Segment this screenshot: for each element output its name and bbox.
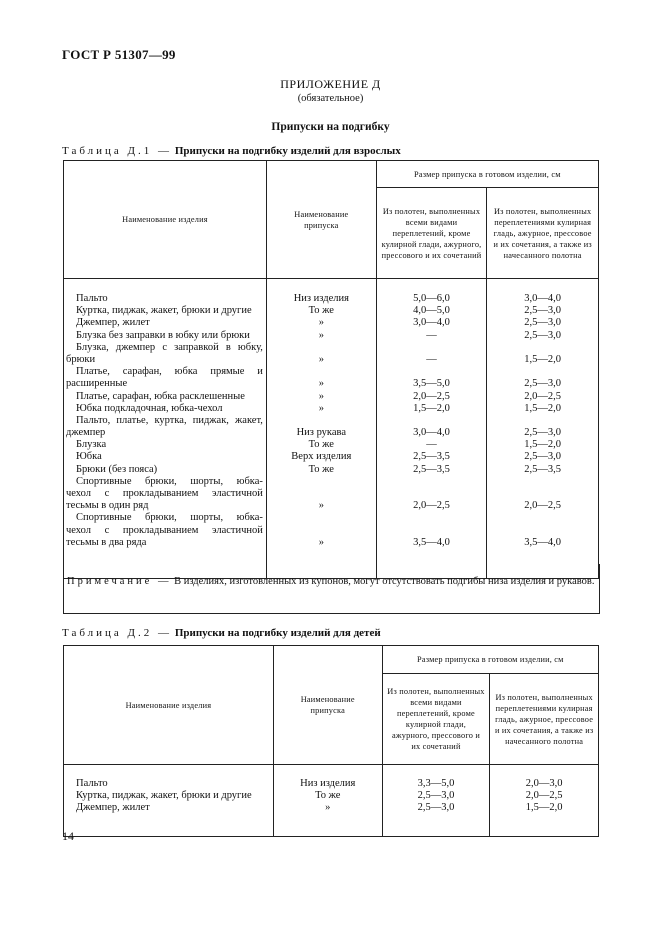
row-value-b: 1,5—2,0 (524, 439, 562, 451)
row-allowance: То же (308, 305, 334, 317)
row-value-b: 2,0—3,0 (525, 778, 563, 789)
row-item-name: Платье, сарафан, юбка прямые и (76, 366, 263, 378)
row-value-b: 2,5—3,0 (524, 305, 562, 317)
table2-header-allowance: Наименование припуска (273, 646, 382, 765)
row-allowance: » (318, 378, 324, 390)
table1-col-a (376, 279, 487, 579)
row-value-b: 1,5—2,0 (525, 802, 563, 814)
row-value-b: 2,5—3,0 (524, 451, 562, 463)
row-allowance: » (318, 536, 324, 548)
table1-note-box (63, 564, 600, 614)
document-code: ГОСТ Р 51307—99 (62, 47, 176, 62)
row-item-name: Блузка (76, 439, 107, 451)
row-value-a: 2,0—2,5 (413, 500, 450, 512)
row-value-b: 3,5—4,0 (524, 536, 562, 548)
row-item-name: Юбка подкладочная, юбка-чехол (76, 402, 223, 414)
row-allowance: То же (308, 439, 334, 451)
row-allowance: То же (308, 463, 334, 475)
table2-header-size-group: Размер припуска в готовом изделии, см (382, 646, 598, 674)
row-item-name: Блузка, джемпер с заправкой в юбку, (76, 341, 263, 353)
row-item-name: Куртка, пиджак, жакет, брюки и другие (76, 790, 252, 802)
page-number: 14 (62, 829, 74, 843)
table2-col-item (64, 765, 274, 837)
table1-header-size-group: Размер припуска в готовом изделии, см (376, 161, 598, 188)
row-item-name: брюки (66, 353, 96, 365)
row-item-name: Джемпер, жилет (76, 317, 150, 329)
table1-col-item (64, 279, 267, 579)
table2-caption-title: Припуски на подгибку изделий для детей (174, 627, 381, 639)
row-value-a: 5,0—6,0 (413, 293, 450, 304)
row-value-b: 1,5—2,0 (524, 353, 562, 365)
row-allowance: Низ изделия (300, 778, 356, 789)
row-item-name: Джемпер, жилет (76, 802, 150, 814)
table2-header-col-b: Из полотен, выполненных переплетениями кулирная гладь, ажурное, прессовое и их сочетания, а также из начесанного полотна (490, 674, 599, 765)
row-value-a: — (426, 353, 437, 365)
row-allowance: » (325, 802, 331, 814)
row-value-b: 2,5—3,0 (524, 427, 562, 439)
row-allowance: » (318, 329, 324, 341)
row-value-a: 3,0—4,0 (413, 427, 450, 439)
row-item-name: джемпер (66, 427, 106, 439)
row-allowance: То же (315, 790, 341, 802)
row-value-a: 4,0—5,0 (413, 305, 450, 317)
row-value-a: 3,3—5,0 (417, 778, 455, 789)
row-value-a: 2,5—3,0 (417, 802, 455, 814)
section-title: Припуски на подгибку (271, 121, 390, 133)
row-item-name: Брюки (без пояса) (76, 463, 158, 475)
table2 (63, 645, 599, 837)
row-item-name: Юбка (76, 451, 102, 463)
row-allowance: » (318, 390, 324, 402)
table2-caption-prefix: Таблица Д.2 — (62, 627, 173, 639)
row-value-a: — (426, 329, 437, 341)
row-value-b: 2,5—3,0 (524, 329, 562, 341)
note-text: В изделиях, изготовленных из купонов, могут отсутствовать подгибы низа изделия и рукавов. (174, 576, 595, 587)
row-item-name: Спортивные брюки, шорты, юбка- (76, 475, 263, 487)
row-value-b: 2,0—2,5 (524, 500, 562, 512)
row-value-a: 3,5—5,0 (413, 378, 450, 390)
table2-col-a (382, 765, 490, 837)
table1 (63, 160, 599, 579)
row-value-a: — (426, 439, 437, 451)
table2-header-item: Наименование изделия (64, 646, 274, 765)
appendix-title: ПРИЛОЖЕНИЕ Д (280, 77, 381, 91)
row-allowance: Низ рукава (296, 427, 347, 439)
row-item-name: Спортивные брюки, шорты, юбка- (76, 512, 263, 524)
row-item-name: чехол с прокладыванием эластичной (66, 524, 263, 536)
row-item-name: Пальто (76, 778, 108, 789)
table1-caption-prefix: Таблица Д.1 — (62, 145, 173, 157)
row-allowance: » (318, 317, 324, 329)
row-allowance: Низ изделия (293, 293, 349, 304)
row-value-a: 2,5—3,5 (413, 451, 450, 463)
row-item-name: Куртка, пиджак, жакет, брюки и другие (76, 305, 252, 317)
row-value-b: 1,5—2,0 (524, 402, 562, 414)
row-item-name: тесьмы в один ряд (66, 500, 149, 512)
row-value-a: 2,0—2,5 (413, 390, 450, 402)
row-item-name: чехол с прокладыванием эластичной (66, 488, 263, 499)
table1-header-item: Наименование изделия (64, 161, 267, 279)
row-allowance: » (318, 500, 324, 512)
table1-header-allowance: Наименование припуска (266, 161, 376, 279)
table2-col-b (490, 765, 599, 837)
row-value-a: 3,5—4,0 (413, 536, 450, 548)
row-value-b: 2,0—2,5 (525, 790, 563, 802)
row-value-a: 1,5—2,0 (413, 402, 450, 414)
row-value-a: 2,5—3,0 (417, 790, 455, 802)
table1-caption-title: Припуски на подгибку изделий для взрослых (174, 145, 401, 157)
table2-col-allowance (273, 765, 382, 837)
row-item-name: расширенные (66, 378, 128, 390)
table1-col-allowance (266, 279, 376, 579)
row-allowance: Верх изделия (291, 451, 352, 463)
row-allowance: » (318, 353, 324, 365)
row-item-name: Пальто (76, 293, 108, 304)
note-prefix: Примечание — (67, 576, 172, 587)
table1-caption (62, 145, 401, 157)
row-value-b: 2,5—3,0 (524, 317, 562, 329)
table1-header-col-b: Из полотен, выполненных переплетениями кулирная гладь, ажурное, прессовое и их сочетания, а также из начесанного полотна (487, 188, 599, 279)
row-value-a: 2,5—3,5 (413, 463, 450, 475)
row-item-name: тесьмы в два ряда (66, 536, 147, 548)
row-value-b: 2,0—2,5 (524, 390, 562, 402)
row-item-name: Платье, сарафан, юбка расклешенные (76, 390, 245, 402)
table1-note (67, 575, 595, 589)
table2-caption (62, 627, 381, 639)
row-value-a: 3,0—4,0 (413, 317, 450, 329)
row-item-name: Блузка без заправки в юбку или брюки (76, 329, 250, 341)
appendix-subtitle: (обязательное) (297, 93, 364, 104)
row-allowance: » (318, 402, 324, 414)
row-value-b: 3,0—4,0 (524, 293, 562, 304)
row-value-b: 2,5—3,0 (524, 378, 562, 390)
row-value-b: 2,5—3,5 (524, 463, 562, 475)
table2-header-col-a: Из полотен, выполненных всеми видами переплетений, кроме кулирной глади, ажурного, прессового и их сочетаний (382, 674, 490, 765)
table1-header-col-a: Из полотен, выполненных всеми видами переплетений, кроме кулирной глади, ажурного, прессового и их сочетаний (376, 188, 487, 279)
row-item-name: Пальто, платье, куртка, пиджак, жакет, (76, 414, 263, 426)
table1-col-b (487, 279, 599, 579)
